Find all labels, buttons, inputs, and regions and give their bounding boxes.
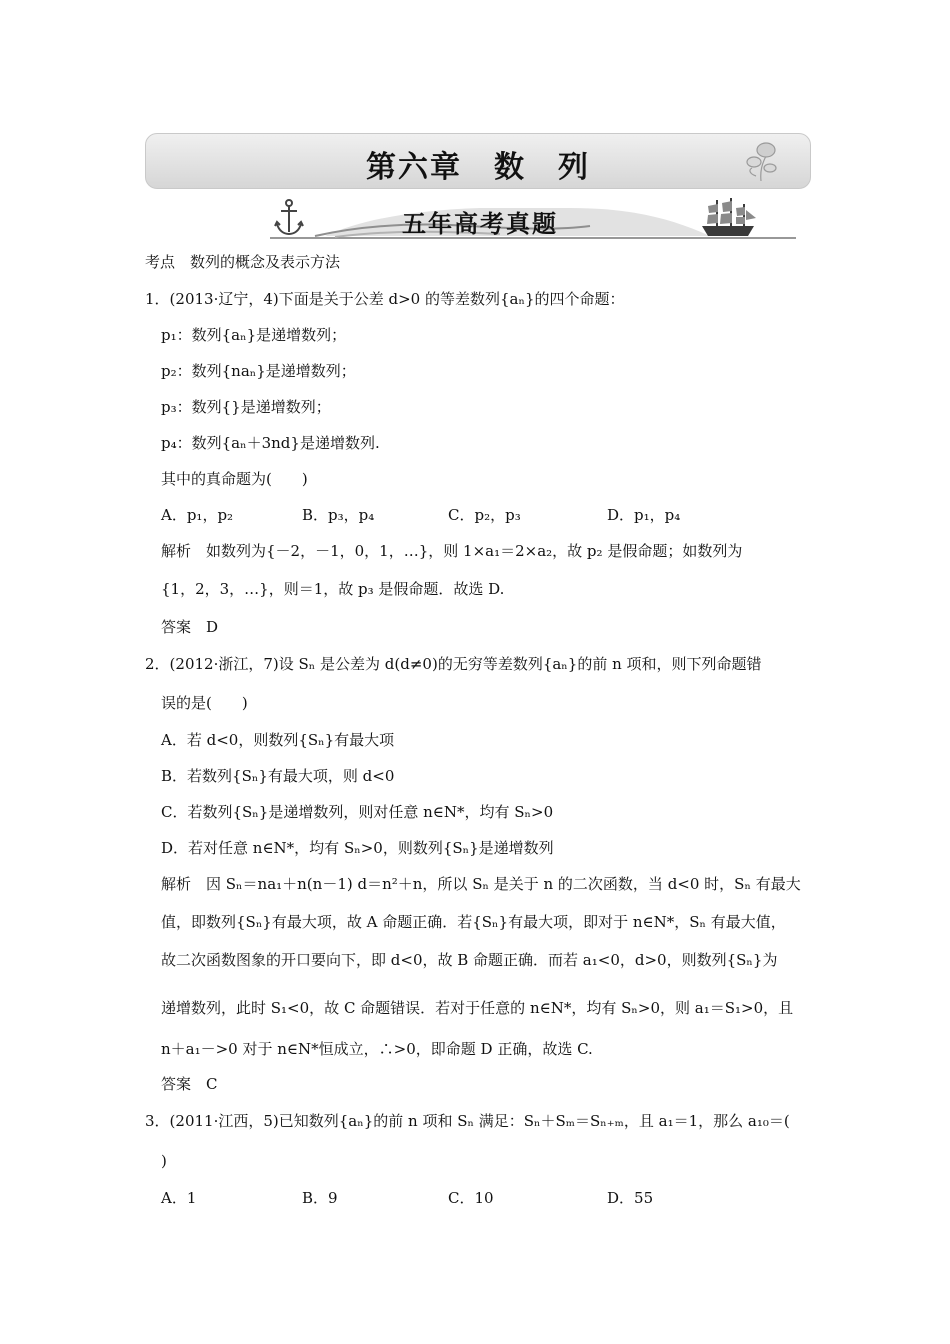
flower-icon <box>736 136 786 186</box>
q2-analysis-line2: 值，即数列{Sₙ}有最大项，故 A 命题正确．若{Sₙ}有最大项，即对于 n∈N*，Sₙ 有最大值， <box>161 913 786 931</box>
q2-stem-line2: 误的是( ) <box>161 694 248 712</box>
q2-option-d: D．若对任意 n∈N*，均有 Sₙ>0，则数列{Sₙ}是递增数列 <box>161 839 554 857</box>
q2-analysis-line5: n＋a₁－>0 对于 n∈N*恒成立，∴>0，即命题 D 正确，故选 C. <box>161 1040 593 1058</box>
q1-answer: 答案 D <box>161 618 219 636</box>
q3-option-a: A．1 <box>161 1189 197 1207</box>
q3-stem-line2: ) <box>161 1152 167 1170</box>
q2-analysis-line4: 递增数列，此时 S₁<0，故 C 命题错误．若对于任意的 n∈N*，均有 Sₙ>0，则 a₁＝S₁>0，且 <box>161 999 794 1017</box>
q1-proposition-p4: p₄：数列{aₙ＋3nd}是递增数列. <box>161 434 380 452</box>
section-banner <box>270 196 796 242</box>
q1-option-b: B．p₃，p₄ <box>302 506 375 524</box>
q2-option-b: B．若数列{Sₙ}有最大项，则 d<0 <box>161 767 395 785</box>
q1-analysis-line2: {1，2，3，…}，则＝1，故 p₃ 是假命题．故选 D. <box>161 580 505 598</box>
sailing-ship-icon <box>696 196 760 240</box>
q2-analysis-line3: 故二次函数图象的开口要向下，即 d<0，故 B 命题正确．而若 a₁<0，d>0，则数列{Sₙ}为 <box>161 951 778 969</box>
q1-option-d: D．p₁，p₄ <box>607 506 681 524</box>
q1-proposition-p2: p₂：数列{naₙ}是递增数列； <box>161 362 356 380</box>
q2-stem-line1: 2．(2012·浙江，7)设 Sₙ 是公差为 d(d≠0)的无穷等差数列{aₙ}的前 n 项和，则下列命题错 <box>145 655 762 673</box>
q1-option-c: C．p₂，p₃ <box>448 506 521 524</box>
q1-proposition-p1: p₁：数列{aₙ}是递增数列； <box>161 326 347 344</box>
q3-option-c: C．10 <box>448 1189 494 1207</box>
anchor-icon <box>272 198 306 238</box>
q2-option-c: C．若数列{Sₙ}是递增数列，则对任意 n∈N*，均有 Sₙ>0 <box>161 803 554 821</box>
chapter-banner <box>145 133 811 189</box>
q2-analysis-line1: 解析 因 Sₙ＝na₁＋n(n－1) d＝n²＋n，所以 Sₙ 是关于 n 的二次函数，当 d<0 时，Sₙ 有最大 <box>161 875 801 893</box>
q1-question: 其中的真命题为( ) <box>161 470 308 488</box>
section-title: 五年高考真题 <box>402 210 558 238</box>
chapter-title: 第六章 数 列 <box>366 150 590 185</box>
q2-answer: 答案 C <box>161 1075 218 1093</box>
q3-stem-line1: 3．(2011·江西，5)已知数列{aₙ}的前 n 项和 Sₙ 满足：Sₙ＋Sₘ＝Sₙ₊ₘ，且 a₁＝1，那么 a₁₀＝( <box>145 1112 790 1130</box>
q1-analysis-line1: 解析 如数列为{－2，－1，0，1，…}，则 1×a₁＝2×a₂，故 p₂ 是假命题；如数列为 <box>161 542 743 560</box>
topic-heading: 考点 数列的概念及表示方法 <box>145 253 341 271</box>
q2-option-a: A．若 d<0，则数列{Sₙ}有最大项 <box>161 731 395 749</box>
q3-option-b: B．9 <box>302 1189 338 1207</box>
q1-proposition-p3: p₃：数列{}是递增数列； <box>161 398 331 416</box>
q1-option-a: A．p₁，p₂ <box>161 506 234 524</box>
q1-stem: 1．(2013·辽宁，4)下面是关于公差 d>0 的等差数列{aₙ}的四个命题： <box>145 290 625 308</box>
q3-option-d: D．55 <box>607 1189 654 1207</box>
